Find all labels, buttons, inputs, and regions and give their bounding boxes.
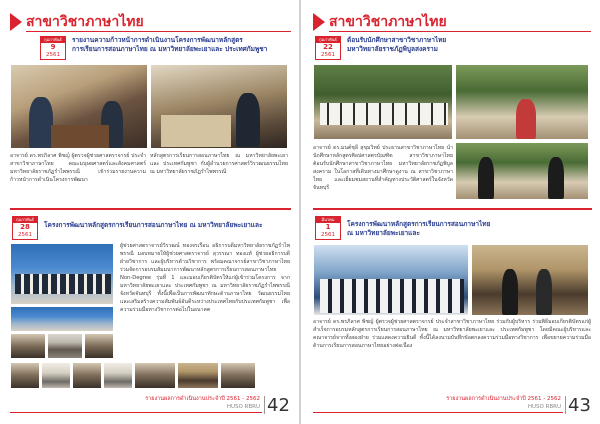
badge-month: กุมภาพันธ์: [13, 217, 37, 223]
photo-certificate: [10, 333, 46, 359]
footer-sub: HUSO RBRU: [226, 404, 260, 410]
header-arrow-icon: [313, 13, 325, 31]
section-title-line: โครงการพัฒนาหลักสูตรการเรียนการสอนภาษาไทย: [347, 220, 491, 228]
photo-award-handover: [72, 362, 102, 389]
page-number-bar: [264, 396, 265, 414]
badge-day: 22: [323, 43, 333, 51]
section-title: [347, 220, 587, 238]
photo-award-handover: [103, 362, 133, 389]
section-title-line: มหาวิทยาลัยราชภัฏพิบูลสงคราม: [347, 45, 438, 53]
date-badge: [12, 216, 38, 240]
section-body-text: ผู้ช่วยศาสตราจารย์วิรวฒน์ ทองจรเรือน อธิการบดีมหาวิทยาลัยราชภัฏรำไพพรรณี มอบหมายให้ผู้ช่วยศาสตราจารย์ สุวรรณา ทองแท้ ผู้ช่วยอธิการบดีฝ่ายวิชาการ และผู้บริหารด้านวิชาการ พร้อมคณาจารย์สาขาวิชาภาษาไทย ร่วมจัดการอบรมสัมมนาการพัฒนาหลักสูตรการเรียนการสอนภาษาไทย Non-Degree รุ่นที่ 1 และมอบเกียรติบัตรให้แก่ผู้เข้าร่วมโครงการ จากมหาวิทยาลัยพะเยาและ ประเทศกัมพูชา ณ มหาวิทยาลัยราชภัฏรำไพพรรณี จังหวัดจันทบุรี ทั้งนี้เพื่อเป็นการพัฒนาทักษะด้านภาษาไทย วัฒนธรรมไทย และเสริมสร้างความสัมพันธ์อันดีระหว่างประเทศไทยกับประเทศกัมพูชา เพื่อความร่วมมือทางวิชาการต่อไปในอนาคต: [120, 243, 290, 313]
photo-stage-group: [313, 244, 469, 316]
section-body-text: อาจารย์ ดร.พรภิลาศ พิชญ์ ผู้ตรวจผู้ช่วยศาสตราจารย์ ประจำสาขาวิชาภาษาไทย ร่วมกับผู้บริหาร ร่วมพิธีมอบเกียรติบัตรแก่ผู้สำเร็จการอบรมหลักสูตรการเรียนการสอนภาษาไทย ณ มหาวิทยาลัยพะเยาและ ประเทศกัมพูชา โดยมีคณะผู้บริหารและคณาจารย์จากทั้งสองฝ่าย ร่วมแสดงความยินดี ทั้งนี้ได้ลงนามบันทึกข้อตกลงความร่วมมือทางวิชาการ เพื่อขยายความร่วมมือด้านการเรียนการสอนภาษาไทยอย่างต่อเนื่อง: [313, 319, 591, 349]
date-badge: [40, 36, 66, 60]
section-body-text: หลักสูตรการเรียนการสอนภาษาไทย ณ มหาวิทยาลัยพะเยาและ ประเทศกัมพูชา กับผู้อำนวยการศาสตร์วิรวฒนธรรมไทย ณ มหาวิทยาลัยราชภัฏรำไพพรรณี: [150, 153, 288, 175]
header-rule: [329, 31, 591, 32]
photo-award-handover: [41, 362, 71, 389]
badge-month: มีนาคม: [316, 217, 340, 223]
section-title-line: ต้อนรับนักศึกษาสาขาวิชาภาษาไทย: [347, 36, 447, 44]
section-title-line: การเรียนการสอนภาษาไทย ณ มหาวิทยาลัยพะเยาและ ประเทศกัมพูชา: [72, 45, 268, 53]
footer-caption: รายงานผลการดำเนินงานประจำปี 2561 - 2562: [446, 396, 561, 402]
section-title: [72, 36, 292, 54]
badge-day: 28: [20, 223, 30, 231]
photo-students-garden: [455, 142, 589, 200]
section-divider: [313, 208, 592, 210]
page-number: 43: [568, 395, 591, 416]
photo-ceremony: [10, 306, 114, 332]
footer-rule: [313, 412, 563, 413]
left-page: [0, 0, 299, 424]
page-number-bar: [565, 396, 566, 414]
page-header-title: สาขาวิชาภาษาไทย: [26, 14, 144, 30]
badge-day: 9: [50, 43, 56, 51]
section-title-line: รายงานความก้าวหน้าการดำเนินงานโครงการพัฒนาหลักสูตร: [72, 36, 243, 44]
section-title-line: ณ มหาวิทยาลัยพะเยาและ: [347, 229, 420, 237]
page-header-title: สาขาวิชาภาษาไทย: [329, 14, 447, 30]
footer-rule: [10, 412, 262, 413]
badge-year: 2561: [18, 232, 32, 238]
badge-year: 2561: [46, 52, 60, 58]
photo-meeting-desk: [150, 64, 288, 149]
photo-award-handover: [177, 362, 219, 389]
section-title: โครงการพัฒนาหลักสูตรการเรียนการสอนภาษาไทย ณ มหาวิทยาลัยพะเยาและ: [44, 221, 263, 229]
photo-certificate: [84, 333, 114, 359]
header-rule: [26, 31, 291, 32]
badge-year: 2561: [321, 52, 335, 58]
right-page: [301, 0, 600, 424]
photo-meeting-hall: [471, 244, 589, 316]
photo-meeting-office: [10, 64, 148, 149]
badge-year: 2561: [321, 232, 335, 238]
section-title: [347, 36, 547, 54]
page-number: 42: [267, 395, 290, 416]
badge-month: กุมภาพันธ์: [316, 37, 340, 43]
photo-award-handover: [10, 362, 40, 389]
date-badge: [315, 36, 341, 60]
photo-students-group: [313, 64, 453, 140]
photo-group-blue-backdrop: [10, 243, 114, 305]
header-arrow-icon: [10, 13, 22, 31]
photo-certificate: [47, 333, 83, 359]
photo-award-handover: [220, 362, 256, 389]
badge-month: กุมภาพันธ์: [41, 37, 65, 43]
photo-award-handover: [134, 362, 176, 389]
footer-caption: รายงานผลการดำเนินงานประจำปี 2561 - 2562: [145, 396, 260, 402]
section-body-text: อาจารย์ ดร.พรภิลาศ พิชญ์ ผู้ตรวจผู้ช่วยศาสตราจารย์ ประจำสาขาวิชาภาษาไทย คณะมนุษยศาสตร์และสังคมศาสตร์ มหาวิทยาลัยราชภัฏรำไพพรรณี เข้าร่วมรายงานความก้าวหน้าการดำเนินโครงการพัฒนา: [10, 153, 146, 183]
section-divider: [10, 208, 291, 210]
photo-students-outdoor: [455, 64, 589, 140]
section-body-text: อาจารย์ ดร.มนต์ชุลี สุขุมวิทย์ ประธานสาขาวิชาภาษาไทย นำนักศึกษาหลักสูตรศิลปศาสตรบัณฑิต สาขาวิชาภาษาไทย ต้อนรับนักศึกษาสาขาวิชาภาษาไทย มหาวิทยาลัยราชภัฏพิบูลสงคราม ในโอกาสที่เดินทางมาศึกษาดูงาน ณ สาขาวิชาภาษาไทย และเยี่ยมชมสถานที่สำคัญทางประวัติศาสตร์ในจังหวัดจันทบุรี: [313, 145, 453, 190]
date-badge: [315, 216, 341, 240]
badge-day: 1: [325, 223, 331, 231]
footer-sub: HUSO RBRU: [527, 404, 561, 410]
